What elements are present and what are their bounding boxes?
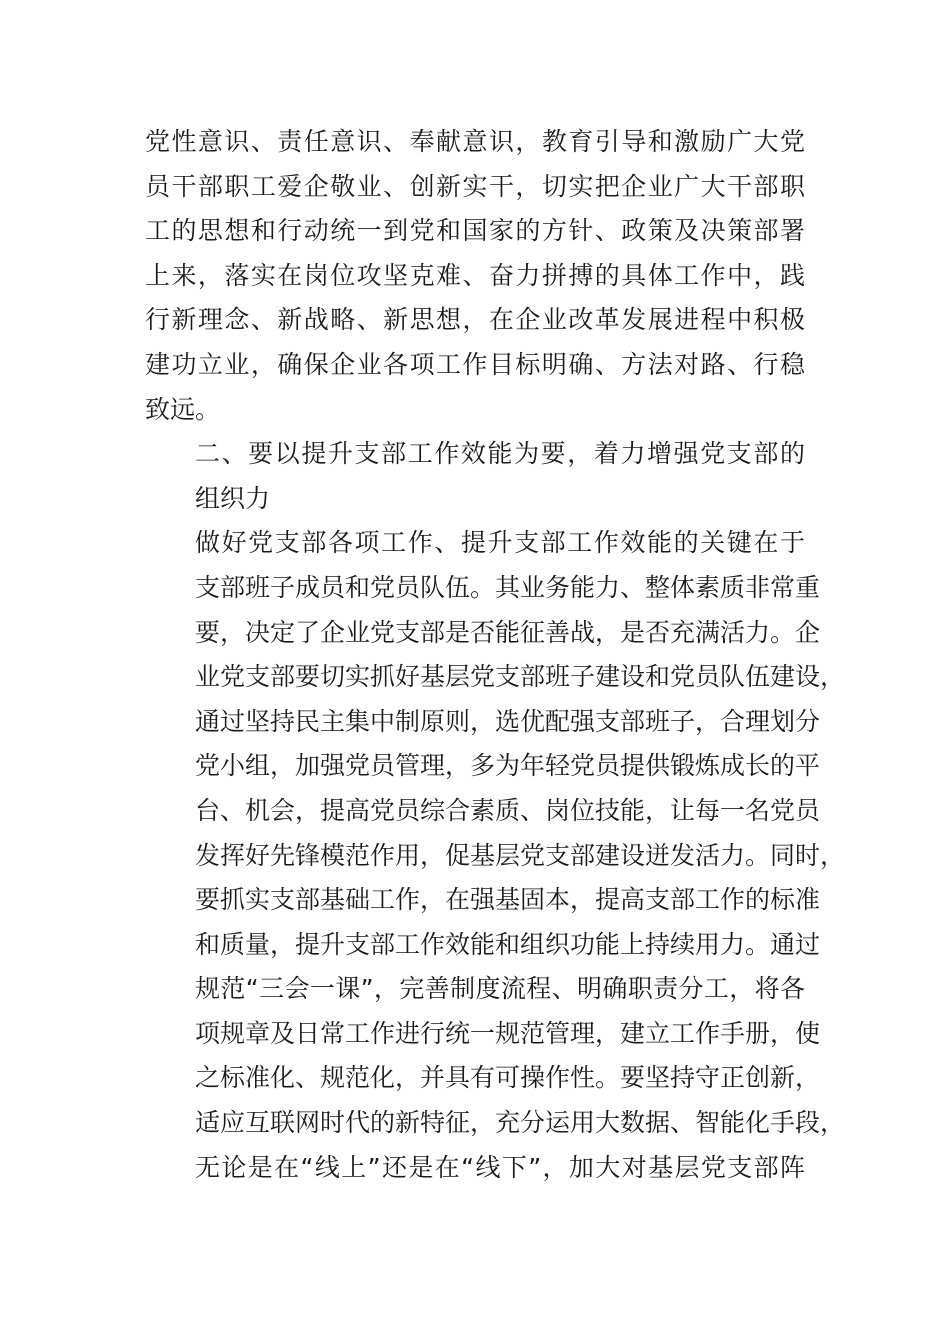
text-line: 之标准化、规范化，并具有可操作性。要坚持守正创新， bbox=[195, 1063, 821, 1093]
text-line: 发挥好先锋模范作用，促基层党支部建设迸发活力。同时， bbox=[195, 840, 846, 870]
text-line: 党性意识、责任意识、奉献意识，教育引导和激励广大党 bbox=[145, 127, 805, 156]
text-line: 支部班子成员和党员队伍。其业务能力、整体素质非常重 bbox=[195, 572, 821, 602]
text-line: 台、机会，提高党员综合素质、岗位技能，让每一名党员 bbox=[195, 795, 821, 825]
text-line: 通过坚持民主集中制原则，选优配强支部班子，合理划分 bbox=[195, 706, 821, 736]
text-line: 致远。 bbox=[145, 394, 221, 424]
text-line: 做好党支部各项工作、提升支部工作效能的关键在于 bbox=[195, 528, 805, 558]
text-line: 无论是在“线上”还是在“线下”，加大对基层党支部阵 bbox=[195, 1152, 805, 1182]
paragraph-body bbox=[145, 521, 846, 1190]
text-line: 上来，落实在岗位攻坚克难、奋力拼搏的具体工作中，践 bbox=[145, 260, 805, 290]
text-line: 组织力 bbox=[195, 483, 271, 513]
text-line: 要抓实支部基础工作，在强基固本，提高支部工作的标准 bbox=[195, 885, 821, 915]
text-line: 行新理念、新战略、新思想，在企业改革发展进程中积极 bbox=[145, 305, 805, 335]
section-heading-2 bbox=[145, 432, 805, 521]
paragraph-continuation bbox=[145, 120, 805, 432]
text-line: 适应互联网时代的新特征，充分运用大数据、智能化手段， bbox=[195, 1108, 846, 1138]
text-line: 要，决定了企业党支部是否能征善战，是否充满活力。企 bbox=[195, 617, 821, 647]
text-line: 规范“三会一课”，完善制度流程、明确职责分工，将各 bbox=[195, 974, 805, 1004]
text-line: 和质量，提升支部工作效能和组织功能上持续用力。通过 bbox=[195, 929, 821, 959]
document-body bbox=[145, 120, 846, 1190]
text-line: 二、要以提升支部工作效能为要，着力增强党支部的 bbox=[195, 439, 805, 469]
text-line: 项规章及日常工作进行统一规范管理，建立工作手册，使 bbox=[195, 1018, 821, 1048]
text-line: 党小组，加强党员管理，多为年轻党员提供锻炼成长的平 bbox=[195, 751, 821, 781]
text-line: 员干部职工爱企敬业、创新实干，切实把企业广大干部职 bbox=[145, 171, 805, 201]
text-line: 工的思想和行动统一到党和国家的方针、政策及决策部署 bbox=[145, 216, 805, 246]
text-line: 业党支部要切实抓好基层党支部班子建设和党员队伍建设， bbox=[195, 662, 846, 692]
text-line: 建功立业，确保企业各项工作目标明确、方法对路、行稳 bbox=[145, 349, 805, 379]
